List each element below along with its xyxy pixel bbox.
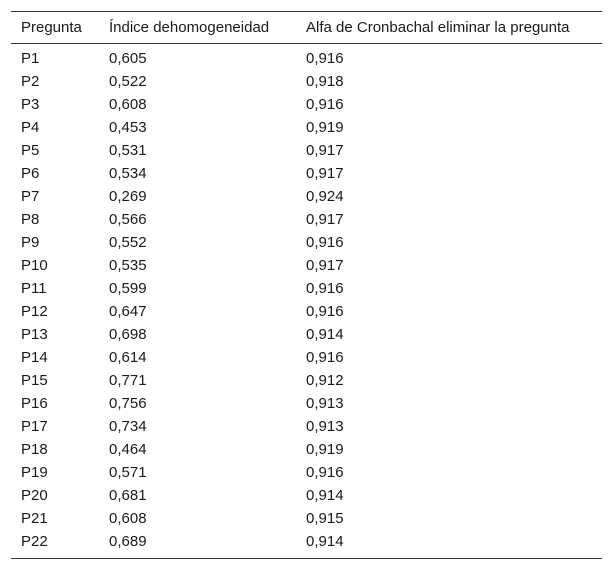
cell-pregunta: P14 — [21, 349, 48, 366]
cell-alfa-cronbach: 0,916 — [306, 96, 344, 113]
header-indice-homogeneidad: Índice dehomogeneidad — [109, 19, 270, 36]
cell-alfa-cronbach: 0,919 — [306, 119, 344, 136]
table-row — [11, 185, 602, 208]
cell-indice-homogeneidad: 0,522 — [109, 73, 147, 90]
cell-indice-homogeneidad: 0,599 — [109, 280, 147, 297]
table-row — [11, 438, 602, 461]
cell-alfa-cronbach: 0,916 — [306, 464, 344, 481]
cell-alfa-cronbach: 0,914 — [306, 533, 344, 550]
cell-alfa-cronbach: 0,918 — [306, 73, 344, 90]
cell-indice-homogeneidad: 0,647 — [109, 303, 147, 320]
cell-pregunta: P22 — [21, 533, 48, 550]
cell-indice-homogeneidad: 0,571 — [109, 464, 147, 481]
cell-alfa-cronbach: 0,913 — [306, 418, 344, 435]
cell-pregunta: P10 — [21, 257, 48, 274]
cell-alfa-cronbach: 0,919 — [306, 441, 344, 458]
cell-pregunta: P18 — [21, 441, 48, 458]
table-row — [11, 484, 602, 507]
table-row — [11, 116, 602, 139]
cell-indice-homogeneidad: 0,756 — [109, 395, 147, 412]
cell-alfa-cronbach: 0,917 — [306, 142, 344, 159]
cell-indice-homogeneidad: 0,734 — [109, 418, 147, 435]
cell-pregunta: P6 — [21, 165, 40, 182]
table-header-row — [11, 12, 602, 44]
cell-pregunta: P15 — [21, 372, 48, 389]
cell-alfa-cronbach: 0,924 — [306, 188, 344, 205]
table-row — [11, 208, 602, 231]
cell-pregunta: P9 — [21, 234, 40, 251]
cell-indice-homogeneidad: 0,453 — [109, 119, 147, 136]
cell-alfa-cronbach: 0,917 — [306, 211, 344, 228]
cell-pregunta: P11 — [21, 280, 47, 297]
table-row — [11, 231, 602, 254]
table-row — [11, 254, 602, 277]
cell-indice-homogeneidad: 0,269 — [109, 188, 147, 205]
cell-pregunta: P21 — [21, 510, 48, 527]
cell-pregunta: P16 — [21, 395, 48, 412]
cell-alfa-cronbach: 0,916 — [306, 303, 344, 320]
data-table — [11, 11, 602, 559]
cell-indice-homogeneidad: 0,605 — [109, 50, 147, 67]
table-row — [11, 162, 602, 185]
table-row — [11, 300, 602, 323]
cell-indice-homogeneidad: 0,534 — [109, 165, 147, 182]
table-body — [11, 47, 602, 553]
cell-alfa-cronbach: 0,913 — [306, 395, 344, 412]
cell-pregunta: P8 — [21, 211, 40, 228]
cell-pregunta: P2 — [21, 73, 40, 90]
cell-pregunta: P3 — [21, 96, 40, 113]
table-row — [11, 461, 602, 484]
cell-indice-homogeneidad: 0,614 — [109, 349, 147, 366]
cell-alfa-cronbach: 0,914 — [306, 487, 344, 504]
cell-alfa-cronbach: 0,917 — [306, 165, 344, 182]
cell-pregunta: P13 — [21, 326, 48, 343]
cell-pregunta: P1 — [21, 50, 40, 67]
table-row — [11, 323, 602, 346]
cell-pregunta: P7 — [21, 188, 40, 205]
table-row — [11, 346, 602, 369]
cell-indice-homogeneidad: 0,552 — [109, 234, 147, 251]
cell-indice-homogeneidad: 0,566 — [109, 211, 147, 228]
table-row — [11, 139, 602, 162]
table-row — [11, 392, 602, 415]
table-row — [11, 530, 602, 553]
table-row — [11, 369, 602, 392]
table-row — [11, 70, 602, 93]
cell-alfa-cronbach: 0,917 — [306, 257, 344, 274]
cell-indice-homogeneidad: 0,689 — [109, 533, 147, 550]
cell-pregunta: P5 — [21, 142, 40, 159]
table-row — [11, 93, 602, 116]
cell-indice-homogeneidad: 0,608 — [109, 510, 147, 527]
table-row — [11, 415, 602, 438]
cell-pregunta: P20 — [21, 487, 48, 504]
cell-pregunta: P17 — [21, 418, 48, 435]
cell-alfa-cronbach: 0,915 — [306, 510, 344, 527]
cell-alfa-cronbach: 0,916 — [306, 50, 344, 67]
table-row — [11, 47, 602, 70]
cell-pregunta: P4 — [21, 119, 40, 136]
cell-indice-homogeneidad: 0,464 — [109, 441, 147, 458]
cell-pregunta: P19 — [21, 464, 48, 481]
header-alfa-cronbach: Alfa de Cronbachal eliminar la pregunta — [306, 19, 570, 36]
cell-indice-homogeneidad: 0,608 — [109, 96, 147, 113]
header-pregunta: Pregunta — [21, 19, 82, 36]
cell-indice-homogeneidad: 0,535 — [109, 257, 147, 274]
cell-pregunta: P12 — [21, 303, 48, 320]
cell-indice-homogeneidad: 0,681 — [109, 487, 147, 504]
table-row — [11, 277, 602, 300]
cell-alfa-cronbach: 0,916 — [306, 234, 344, 251]
table-row — [11, 507, 602, 530]
cell-indice-homogeneidad: 0,771 — [109, 372, 147, 389]
cell-alfa-cronbach: 0,916 — [306, 280, 344, 297]
cell-indice-homogeneidad: 0,698 — [109, 326, 147, 343]
cell-indice-homogeneidad: 0,531 — [109, 142, 147, 159]
cell-alfa-cronbach: 0,916 — [306, 349, 344, 366]
cell-alfa-cronbach: 0,912 — [306, 372, 344, 389]
cell-alfa-cronbach: 0,914 — [306, 326, 344, 343]
